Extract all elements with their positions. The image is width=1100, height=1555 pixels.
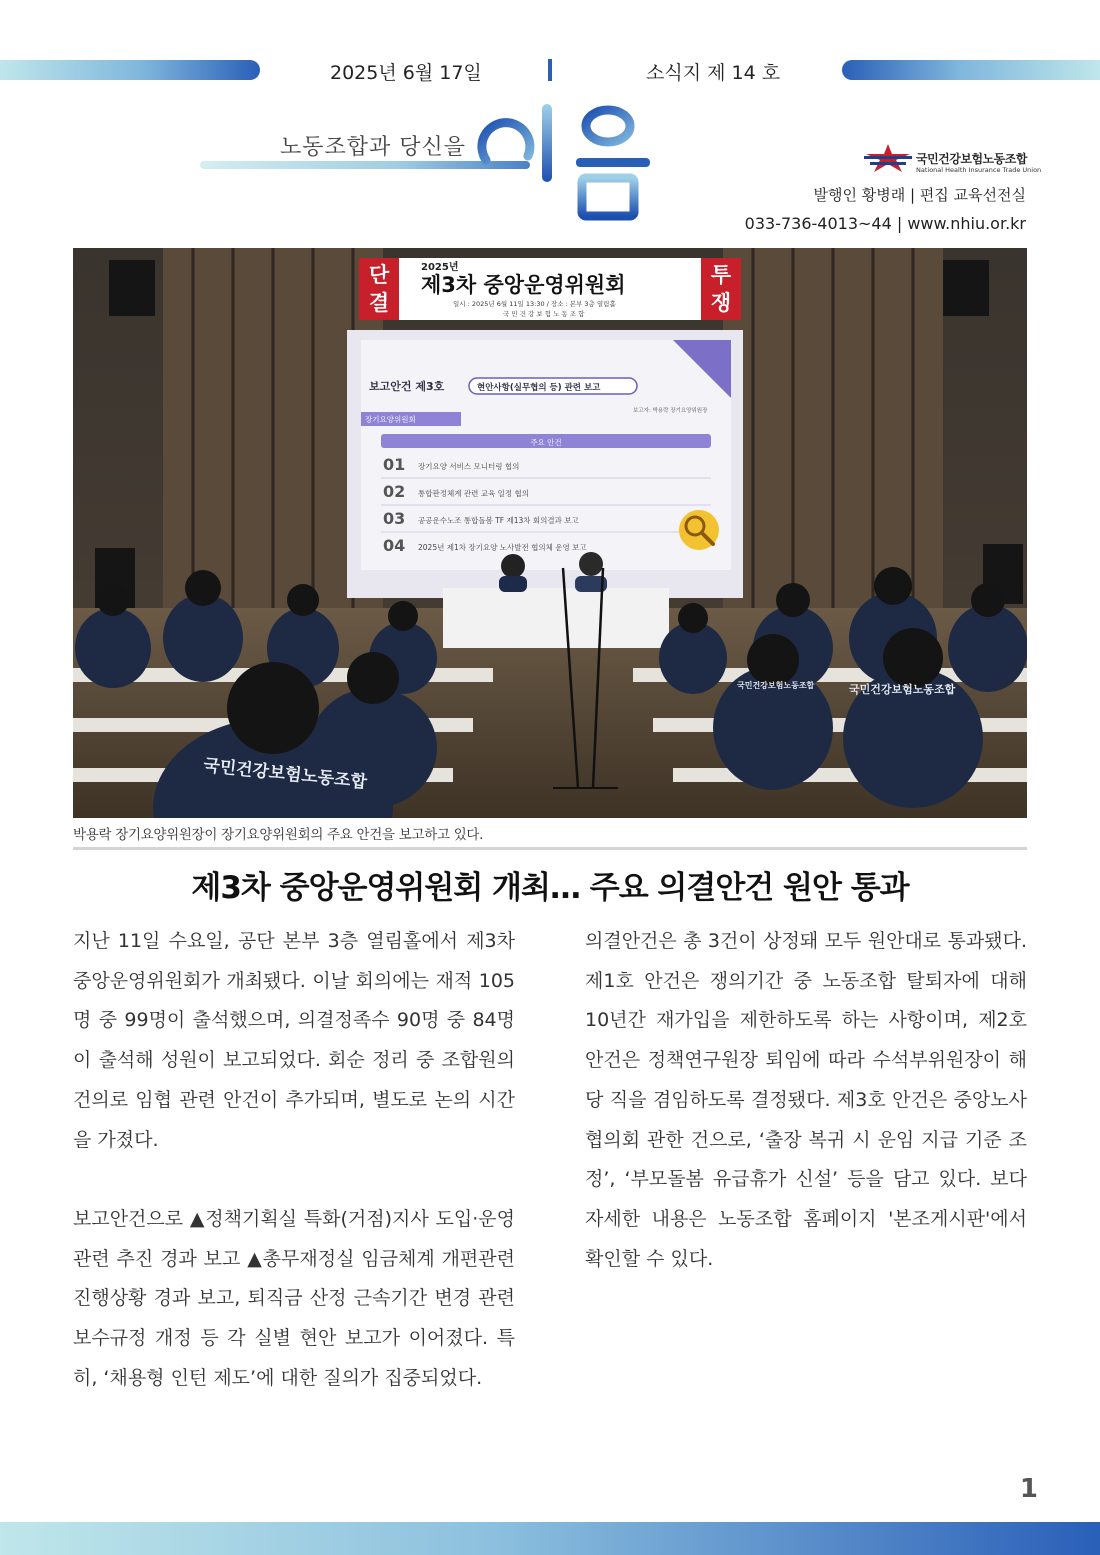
- union-name: 국민건강보험노동조합: [916, 152, 1027, 166]
- issue-date: 2025년 6월 17일: [330, 62, 482, 84]
- screen-report-tag: 현안사항(실무협의 등) 관련 보고: [477, 383, 601, 393]
- publisher-info: 발행인 황병래 | 편집 교육선전실: [813, 186, 1026, 204]
- vest-text: 국민건강보험노동조합: [202, 755, 368, 793]
- header-divider: [548, 59, 552, 81]
- agenda-item-text: 2025년 제1차 장기요양 노사발전 협의체 운영 보고: [418, 543, 587, 552]
- banner-org: 국 민 건 강 보 험 노 동 조 합: [503, 310, 585, 318]
- banner-title: 제3차 중앙운영위원회: [421, 273, 626, 297]
- masthead-slogan: 노동조합과 당신을: [280, 135, 467, 160]
- article-paragraph: 의결안건은 총 3건이 상정돼 모두 원안대로 통과됐다. 제1호 안건은 쟁의기간 중 노동조합 탈퇴자에 대해 10년간 재가입을 제한하도록 하는 사항이며, 제2호 안건은 정책연구원장 퇴임에 따라 수석부위원장이 해당 직을 겸임하도록 결정됐다. 제3호 안건은 중앙노사협의회 관한 건으로, ‘출장 복귀 시 운임 지급 기준 조정’, ‘부모돌봄 유급휴가 신설’ 등을 담고 있다. 보다 자세한 내용은 노동조합 홈페이지 '본조게시판'에서 확인할 수 있다.: [585, 930, 1027, 1270]
- meeting-photo-illustration: [73, 248, 1027, 818]
- contact-info: 033-736-4013~44 | www.nhiu.or.kr: [744, 214, 1026, 233]
- union-name-en: National Health Insurance Trade Union: [916, 166, 1042, 174]
- agenda-item-text: 통합판정체계 관련 교육 일정 협의: [418, 489, 529, 498]
- article-column-left: [73, 922, 515, 1398]
- article-paragraph: 보고안건으로 ▲정책기획실 특화(거점)지사 도입·운영 관련 추진 경과 보고 ▲총무재정실 임금체계 개편관련 진행상황 경과 보고, 퇴직금 산정 근속기간 변경 관련 보수규정 개정 등 각 실별 현안 보고가 이어졌다. 특히, ‘채용형 인턴 제도’에 대한 질의가 집중되었다.: [73, 1207, 515, 1389]
- agenda-item-num: 03: [383, 509, 406, 528]
- agenda-item-text: 장기요양 서비스 모니터링 협의: [418, 462, 520, 471]
- agenda-item-num: 01: [383, 455, 406, 474]
- agenda-item-num: 02: [383, 482, 406, 501]
- page-number: 1: [1019, 1474, 1038, 1504]
- article-paragraph: 지난 11일 수요일, 공단 본부 3층 열림홀에서 제3차 중앙운영위원회가 개최됐다. 이날 회의에는 재적 105명 중 99명이 출석했으며, 의결정족수 90명 중 84명이 출석해 성원이 보고되었다. 회순 정리 중 조합원의 건의로 임협 관련 안건이 추가되며, 별도로 논의 시간을 가졌다.: [73, 930, 515, 1151]
- masthead-title-logo: [476, 98, 656, 223]
- screen-report-title: 보고안건 제3호: [369, 380, 445, 393]
- screen-committee: 장기요양위원회: [365, 415, 416, 424]
- agenda-item-num: 04: [383, 536, 406, 555]
- article-column-right: [585, 922, 1027, 1279]
- header-bar-right: [842, 60, 1100, 80]
- banner-year: 2025년: [421, 262, 459, 273]
- agenda-item-text: 공공운수노조 통합돌봄 TF 제13차 회의결과 보고: [418, 516, 579, 525]
- photo-caption: 박용락 장기요양위원장이 장기요양위원회의 주요 안건을 보고하고 있다.: [73, 827, 484, 843]
- vest-text: 국민건강보험노동조합: [849, 683, 956, 696]
- section-rule: [73, 847, 1027, 850]
- banner-sub: 일시 : 2025년 6월 11일 13:30 / 장소 : 본부 3층 열림홀: [453, 300, 616, 308]
- banner-right-char-1: 투: [710, 263, 732, 287]
- banner-left-char-2: 결: [368, 291, 390, 315]
- banner-right-char-2: 쟁: [710, 291, 732, 315]
- header-bar-left: [0, 60, 260, 80]
- meeting-photo: [73, 248, 1027, 818]
- article-headline: 제3차 중앙운영위원회 개최… 주요 의결안건 원안 통과: [191, 870, 909, 906]
- union-logo-icon: [862, 144, 914, 174]
- screen-reporter: 보고자: 박용락 장기요양위원장: [633, 408, 708, 414]
- screen-agenda-header: 주요 안건: [530, 438, 562, 447]
- banner-left-char-1: 단: [368, 263, 390, 287]
- vest-text: 국민건강보험노동조합: [737, 681, 815, 690]
- issue-number: 소식지 제 14 호: [646, 62, 781, 84]
- footer-bar: [0, 1522, 1100, 1555]
